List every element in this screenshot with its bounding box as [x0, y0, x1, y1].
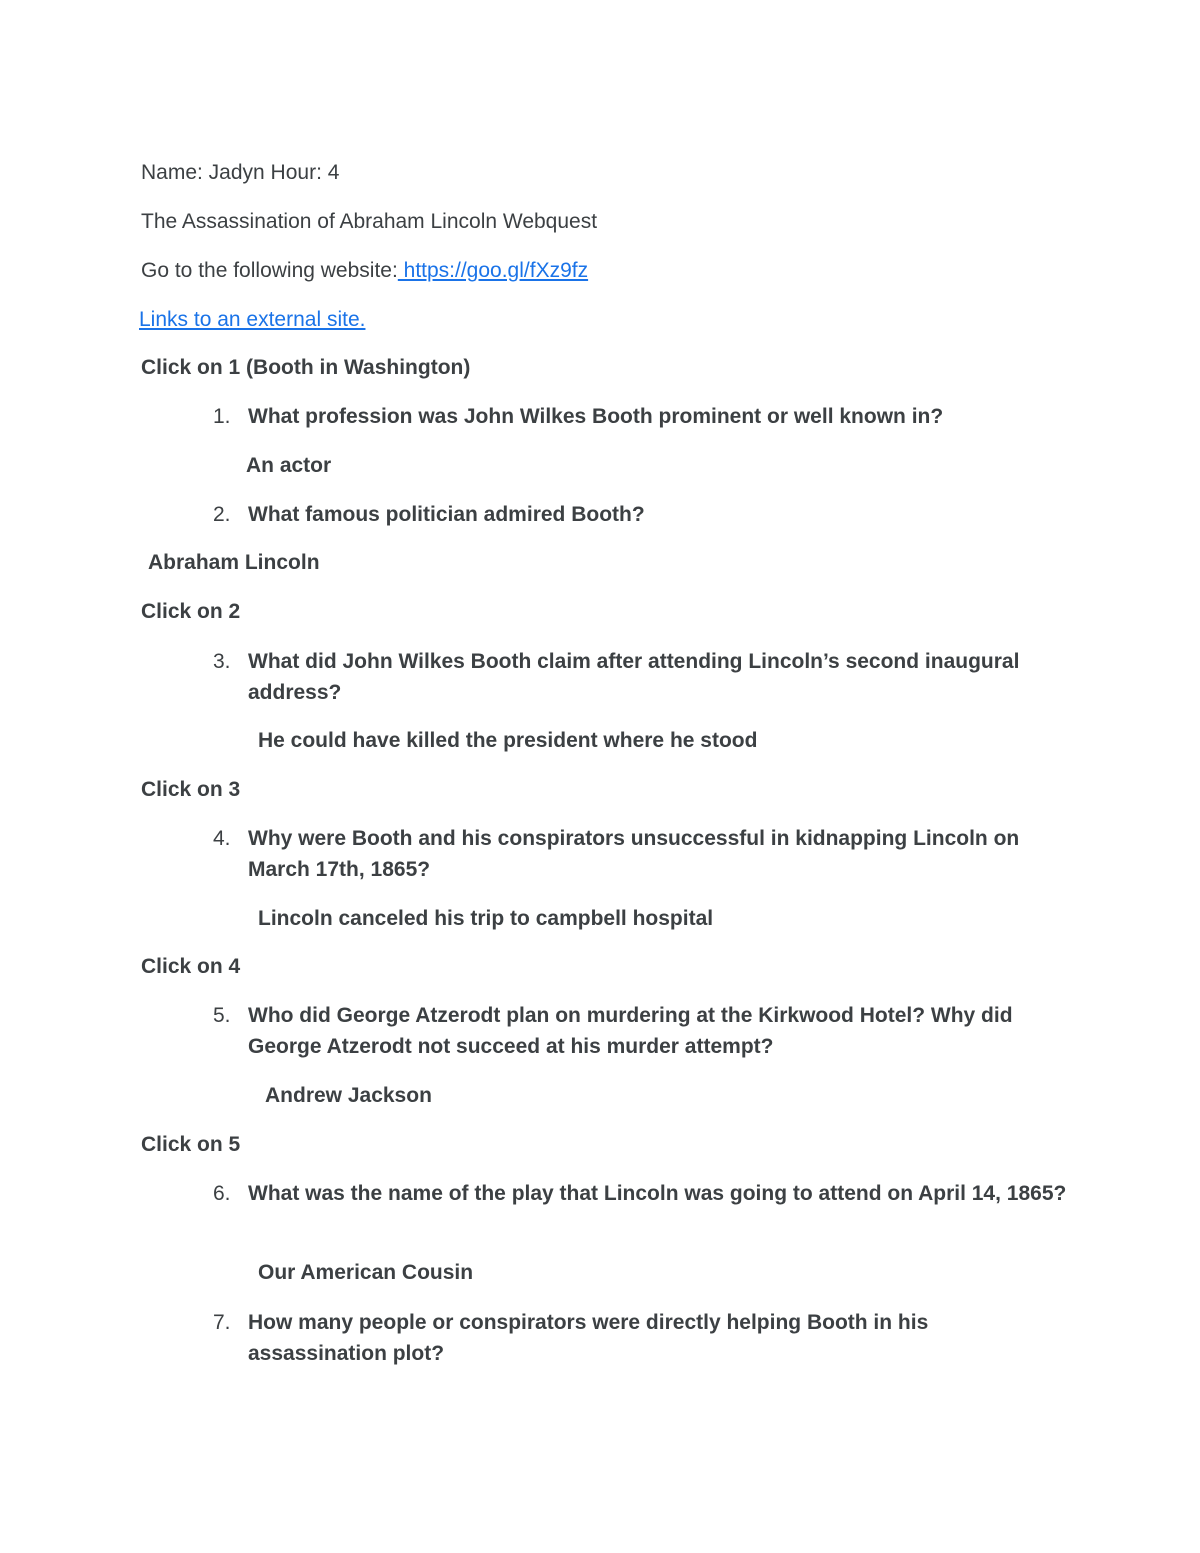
question-number: 6.	[213, 1182, 231, 1205]
answer-text: He could have killed the president where he stood	[258, 729, 758, 752]
question-text: How many people or conspirators were directly helping Booth in his assassination plot?	[248, 1311, 929, 1365]
answer-text: Abraham Lincoln	[148, 551, 320, 574]
section-heading: Click on 2	[141, 600, 241, 623]
question-number: 2.	[213, 503, 231, 526]
answer-text: An actor	[246, 454, 332, 477]
document-title: The Assassination of Abraham Lincoln Webquest	[141, 210, 598, 233]
question-text: Who did George Atzerodt plan on murdering at the Kirkwood Hotel? Why did George Atzerodt not succeed at his murder attempt?	[248, 1004, 1013, 1058]
website-prefix: Go to the following website:	[141, 259, 398, 282]
question-text: What was the name of the play that Lincoln was going to attend on April 14, 1865?	[248, 1182, 1067, 1205]
section-heading: Click on 4	[141, 955, 241, 978]
answer-text: Lincoln canceled his trip to campbell hospital	[258, 907, 714, 930]
question-number: 3.	[213, 650, 231, 673]
section-heading: Click on 3	[141, 778, 241, 801]
website-link[interactable]: https://goo.gl/fXz9fz	[397, 259, 589, 282]
question-number: 7.	[213, 1311, 231, 1334]
question-number: 4.	[213, 827, 231, 850]
question-number: 5.	[213, 1004, 231, 1027]
question-text: Why were Booth and his conspirators unsuccessful in kidnapping Lincoln on March 17th, 1865?	[248, 827, 1020, 881]
section-heading: Click on 5	[141, 1133, 241, 1156]
answer-text: Andrew Jackson	[265, 1084, 432, 1107]
question-text: What profession was John Wilkes Booth prominent or well known in?	[248, 405, 944, 428]
answer-text: Our American Cousin	[258, 1261, 474, 1284]
name-hour-line: Name: Jadyn Hour: 4	[141, 161, 340, 184]
question-text: What famous politician admired Booth?	[248, 503, 645, 526]
question-number: 1.	[213, 405, 231, 428]
question-text: What did John Wilkes Booth claim after attending Lincoln’s second inaugural address?	[248, 650, 1020, 704]
website-line	[141, 255, 588, 286]
section-heading: Click on 1 (Booth in Washington)	[141, 356, 471, 379]
external-site-link[interactable]: Links to an external site.	[139, 308, 366, 331]
